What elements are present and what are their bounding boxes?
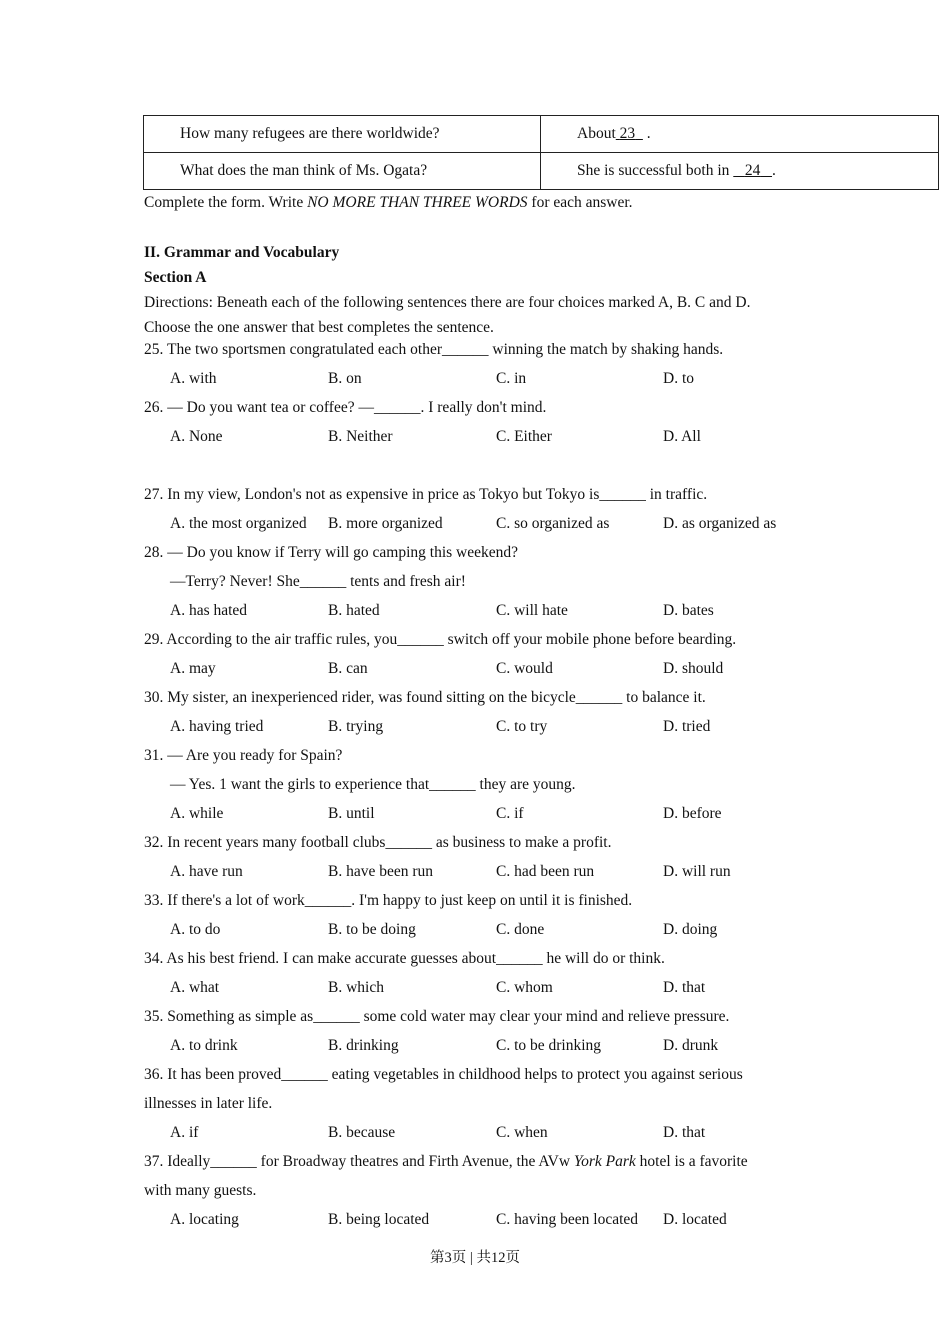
question-text: — Yes. 1 want the girls to experience that______ they are young. <box>170 776 576 793</box>
answer-option-c: C. had been run <box>496 863 595 880</box>
question-text: 35. Something as simple as______ some cold water may clear your mind and relieve pressure. <box>144 1008 730 1025</box>
answer-option-a: A. may <box>170 660 216 677</box>
answer-option-d: D. All <box>663 428 701 445</box>
answer-option-b: B. on <box>328 370 362 387</box>
answer-option-d: D. that <box>663 1124 706 1141</box>
question-text: illnesses in later life. <box>144 1095 273 1112</box>
question-text: 31. — Are you ready for Spain? <box>144 747 343 764</box>
question-text: hotel is a favorite <box>635 1153 748 1170</box>
question-stem <box>144 892 632 910</box>
answer-option-d: D. should <box>663 660 724 677</box>
question-text: 26. — Do you want tea or coffee? —______. I really don't mind. <box>144 399 547 416</box>
answer-option-b: B. until <box>328 805 375 822</box>
answer-option-b: B. to be doing <box>328 921 416 938</box>
question-stem <box>144 747 342 765</box>
question-stem <box>144 399 546 417</box>
form-answer <box>541 153 939 190</box>
answer-option-c: C. to be drinking <box>496 1037 602 1054</box>
answer-suffix: . <box>772 162 776 179</box>
italic-name: York Park <box>573 1153 636 1170</box>
answer-prefix: She is successful both in <box>577 162 734 179</box>
form-question: How many refugees are there worldwide? <box>144 116 541 153</box>
question-text: 33. If there's a lot of work______. I'm happy to just keep on until it is finished. <box>144 892 633 909</box>
blank-23 <box>616 125 643 142</box>
answer-option-c: C. so organized as <box>496 515 610 532</box>
question-stem <box>144 834 611 852</box>
answer-option-a: A. the most organized <box>170 515 307 532</box>
answer-option-a: A. what <box>170 979 220 996</box>
answer-option-c: C. when <box>496 1124 548 1141</box>
question-text: 37. Ideally______ for Broadway theatres and Firth Avenue, the AVw <box>144 1153 574 1170</box>
answer-option-c: C. whom <box>496 979 553 996</box>
question-text: 27. In my view, London's not as expensive in price as Tokyo but Tokyo is______ in traffic. <box>144 486 708 503</box>
answer-option-c: C. Either <box>496 428 552 445</box>
question-stem <box>144 950 665 968</box>
answer-option-a: A. if <box>170 1124 199 1141</box>
question-stem <box>144 1153 748 1171</box>
answer-option-d: D. to <box>663 370 694 387</box>
answer-option-a: A. has hated <box>170 602 248 619</box>
question-continuation <box>144 1182 256 1200</box>
answer-option-d: D. drunk <box>663 1037 719 1054</box>
answer-option-c: C. in <box>496 370 527 387</box>
answer-option-b: B. hated <box>328 602 380 619</box>
answer-form-table <box>143 115 939 190</box>
question-text: 25. The two sportsmen congratulated each other______ winning the match by shaking hands. <box>144 341 724 358</box>
question-text: —Terry? Never! She______ tents and fresh air! <box>170 573 466 590</box>
answer-option-d: D. before <box>663 805 722 822</box>
answer-option-b: B. which <box>328 979 384 996</box>
question-text: 32. In recent years many football clubs______ as business to make a profit. <box>144 834 612 851</box>
directions-line: Directions: Beneath each of the following sentences there are four choices marked A, B. C and D. <box>144 294 751 311</box>
answer-option-c: C. done <box>496 921 545 938</box>
answer-option-a: A. to do <box>170 921 221 938</box>
question-text: 29. According to the air traffic rules, you______ switch off your mobile phone before bearding. <box>144 631 737 648</box>
answer-option-a: A. None <box>170 428 223 445</box>
answer-option-b: B. Neither <box>328 428 393 445</box>
form-instruction <box>144 194 633 212</box>
question-stem <box>144 689 706 707</box>
directions-line: Choose the one answer that best completes the sentence. <box>144 319 494 336</box>
answer-option-a: A. while <box>170 805 224 822</box>
answer-option-c: C. to try <box>496 718 548 735</box>
page-footer: 第3页 | 共12页 <box>430 1250 520 1266</box>
question-continuation <box>170 573 466 591</box>
answer-option-d: D. doing <box>663 921 718 938</box>
question-text: 36. It has been proved______ eating vegetables in childhood helps to protect you against serious <box>144 1066 743 1083</box>
answer-option-d: D. located <box>663 1211 727 1228</box>
answer-option-a: A. to drink <box>170 1037 238 1054</box>
instruction-text: for each answer. <box>527 194 633 211</box>
answer-option-b: B. because <box>328 1124 396 1141</box>
answer-option-b: B. have been run <box>328 863 434 880</box>
instruction-emphasis: NO MORE THAN THREE WORDS <box>307 194 528 211</box>
answer-option-b: B. drinking <box>328 1037 399 1054</box>
answer-prefix: About <box>577 125 616 142</box>
question-stem <box>144 631 736 649</box>
answer-option-a: A. have run <box>170 863 243 880</box>
blank-number: 24 <box>744 162 761 179</box>
answer-option-a: A. locating <box>170 1211 239 1228</box>
answer-option-c: C. having been located <box>496 1211 639 1228</box>
question-stem <box>144 1008 729 1026</box>
answer-option-b: B. being located <box>328 1211 430 1228</box>
answer-option-b: B. more organized <box>328 515 443 532</box>
blank-24 <box>733 162 772 179</box>
table-row <box>144 153 939 190</box>
answer-option-b: B. can <box>328 660 368 677</box>
table-row <box>144 116 939 153</box>
question-stem <box>144 341 723 359</box>
form-answer <box>541 116 939 153</box>
answer-option-a: A. with <box>170 370 217 387</box>
answer-suffix: . <box>642 125 651 142</box>
answer-option-d: D. as organized as <box>663 515 777 532</box>
form-question: What does the man think of Ms. Ogata? <box>144 153 541 190</box>
answer-option-d: D. that <box>663 979 706 996</box>
answer-option-a: A. having tried <box>170 718 264 735</box>
question-text: 28. — Do you know if Terry will go camping this weekend? <box>144 544 519 561</box>
section-heading: II. Grammar and Vocabulary <box>144 244 340 261</box>
answer-option-c: C. will hate <box>496 602 568 619</box>
answer-option-d: D. will run <box>663 863 731 880</box>
question-continuation <box>170 776 576 794</box>
answer-option-c: C. would <box>496 660 553 677</box>
answer-option-c: C. if <box>496 805 524 822</box>
question-text: 30. My sister, an inexperienced rider, was found sitting on the bicycle______ to balance it. <box>144 689 706 706</box>
answer-option-b: B. trying <box>328 718 384 735</box>
answer-option-d: D. bates <box>663 602 714 619</box>
question-stem <box>144 544 518 562</box>
question-stem <box>144 1066 743 1084</box>
blank-number: 23 <box>619 125 636 142</box>
question-text: with many guests. <box>144 1182 257 1199</box>
subsection-heading: Section A <box>144 269 207 286</box>
instruction-text: Complete the form. Write <box>144 194 308 211</box>
question-text: 34. As his best friend. I can make accurate guesses about______ he will do or think. <box>144 950 665 967</box>
question-continuation <box>144 1095 272 1113</box>
question-stem <box>144 486 707 504</box>
answer-option-d: D. tried <box>663 718 711 735</box>
